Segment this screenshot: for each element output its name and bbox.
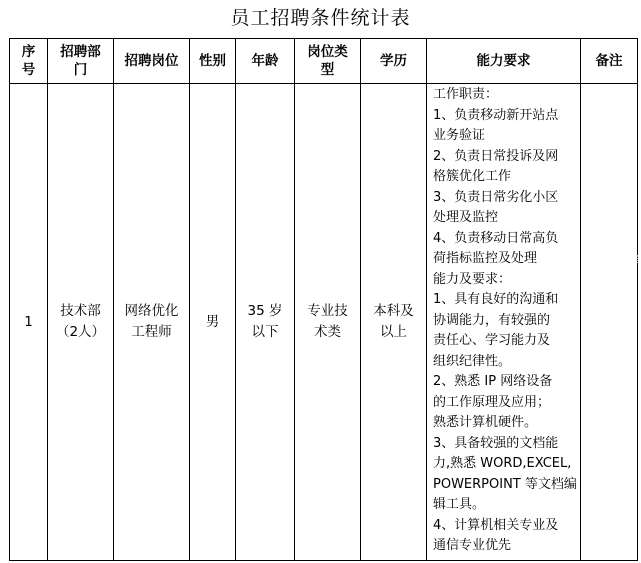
header-dept-line: 门 <box>73 62 88 78</box>
requirement-line: 1、具有良好的沟通和 <box>433 292 559 307</box>
table-row <box>10 84 638 561</box>
requirement-line: 1、负责移动新开站点 <box>433 107 559 123</box>
requirement-line: 4、负责移动日常高负 <box>433 230 559 246</box>
header-post-type-line: 岗位类 <box>307 44 348 60</box>
cell-dept-line: （2人） <box>55 324 106 340</box>
requirement-line: 责任心、学习能力及 <box>433 333 551 348</box>
header-seq <box>10 39 48 84</box>
cell-dept-line: 技术部 <box>60 303 101 319</box>
requirement-line: 力,熟悉 WORD,EXCEL, <box>433 456 572 471</box>
requirement-line: 3、具备较强的文档能 <box>433 435 559 451</box>
requirement-line: 3、负责日常劣化小区 <box>433 189 559 205</box>
header-gender: 性别 <box>190 39 236 84</box>
cell-notes <box>581 84 638 561</box>
header-post-type <box>295 39 361 84</box>
requirement-line: 组织纪律性。 <box>433 353 512 369</box>
header-dept-line: 招聘部 <box>60 44 101 60</box>
header-age: 年龄 <box>236 39 295 84</box>
cell-position-line: 工程师 <box>131 324 172 340</box>
cell-position <box>114 84 190 561</box>
cell-dept <box>48 84 114 561</box>
cell-post-type <box>295 84 361 561</box>
requirement-line: 能力及要求： <box>433 271 512 287</box>
cell-seq: 1 <box>10 84 48 561</box>
header-position: 招聘岗位 <box>114 39 190 84</box>
cell-age-line: 以下 <box>251 324 279 340</box>
requirement-line: 通信专业优先 <box>433 538 512 553</box>
requirement-line: 工作职责： <box>433 87 499 102</box>
header-post-type-line: 型 <box>320 62 335 78</box>
header-notes: 备注 <box>581 39 638 84</box>
requirement-line: 辑工具。 <box>433 497 486 512</box>
requirement-line: 荷指标监控及处理 <box>433 251 538 266</box>
cell-education-line: 本科及 <box>373 303 414 319</box>
cell-education-line: 以上 <box>380 324 407 340</box>
requirement-line: 2、负责日常投诉及网 <box>433 148 559 164</box>
cell-gender: 男 <box>190 84 236 561</box>
requirement-line: 处理及监控 <box>433 210 499 225</box>
header-row <box>10 39 638 84</box>
requirement-line: 协调能力，有较强的 <box>433 312 551 328</box>
requirement-line: 格簇优化工作 <box>433 169 512 184</box>
requirement-line: 业务验证 <box>433 128 486 143</box>
requirement-line: POWERPOINT 等文档编 <box>433 476 577 492</box>
requirement-line: 的工作原理及应用； <box>433 394 551 410</box>
header-dept <box>48 39 114 84</box>
requirement-line: 2、熟悉 IP 网络设备 <box>433 374 553 389</box>
page-title: 员工招聘条件统计表 <box>230 7 411 29</box>
header-education: 学历 <box>361 39 427 84</box>
header-seq-line: 号 <box>21 62 36 78</box>
cell-position-line: 网络优化 <box>124 303 179 319</box>
requirement-line: 熟悉计算机硬件。 <box>433 415 538 430</box>
header-requirements: 能力要求 <box>427 39 581 84</box>
cell-age-line: 35 岁 <box>247 303 283 319</box>
cell-post-type-line: 专业技 <box>307 303 348 319</box>
cell-requirements <box>427 84 581 561</box>
header-seq-line: 序 <box>21 44 36 60</box>
cell-education <box>361 84 427 561</box>
recruitment-table <box>9 38 638 561</box>
requirement-line: 4、计算机相关专业及 <box>433 517 559 533</box>
cell-age <box>236 84 295 561</box>
page-edge-mark <box>637 255 641 263</box>
cell-post-type-line: 术类 <box>314 324 341 340</box>
